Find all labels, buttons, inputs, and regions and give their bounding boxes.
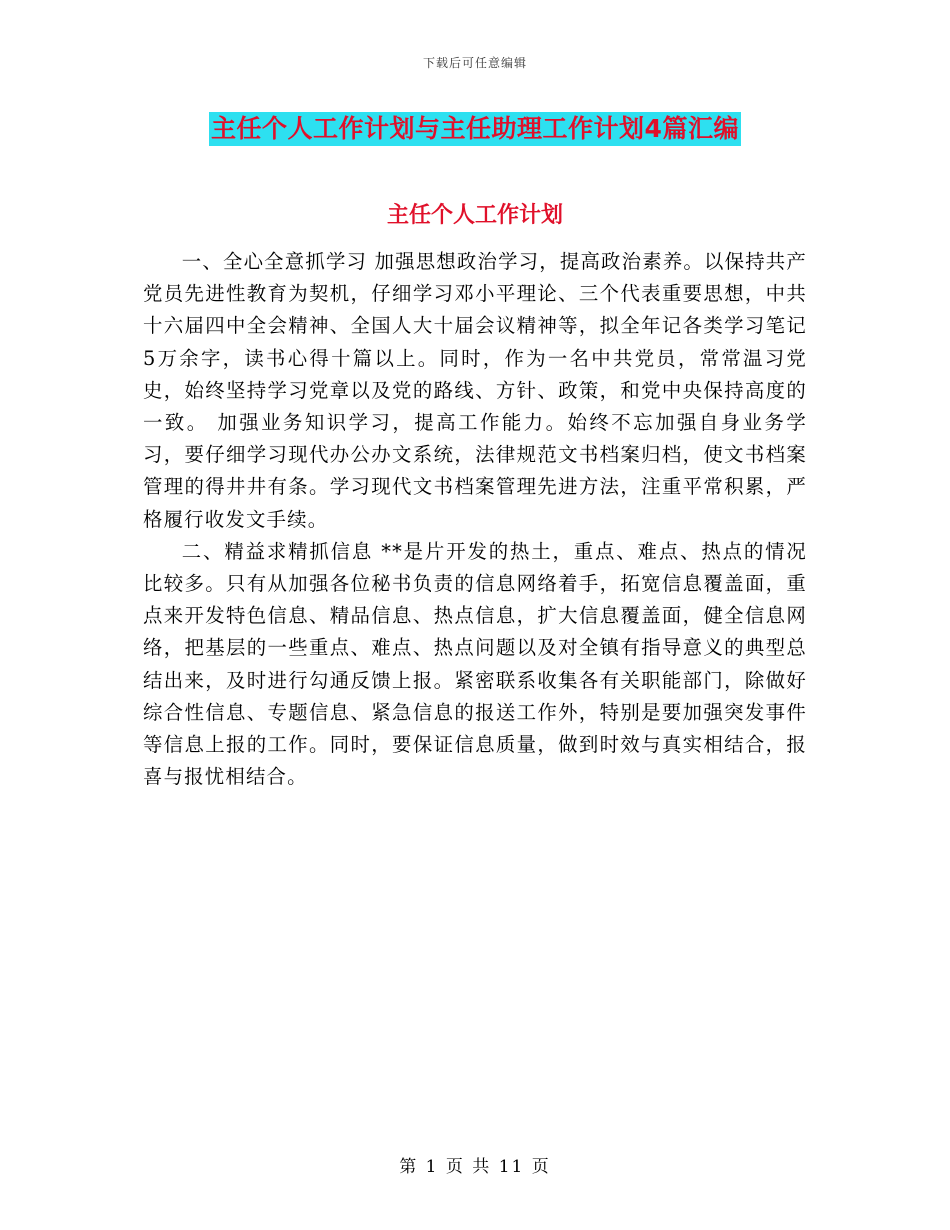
document-title: 主任个人工作计划与主任助理工作计划4篇汇编 xyxy=(209,112,741,146)
section-title: 主任个人工作计划 xyxy=(386,203,563,228)
header-note: 下载后可任意编辑 xyxy=(422,56,527,70)
document-body xyxy=(143,246,807,793)
page-number: 第 1 页 共 11 页 xyxy=(399,1157,551,1177)
document-title-container xyxy=(0,112,950,146)
paragraph: 一、全心全意抓学习 加强思想政治学习，提高政治素养。以保持共产党员先进性教育为契机，仔细学习邓小平理论、三个代表重要思想，中共十六届四中全会精神、全国人大十届会议精神等，拟全年记各类学习笔记5万余字，读书心得十篇以上。同时，作为一名中共党员，常常温习党史，始终坚持学习党章以及党的路线、方针、政策，和党中央保持高度的一致。 加强业务知识学习，提高工作能力。始终不忘加强自身业务学习，要仔细学习现代办公办文系统，法律规范文书档案归档，使文书档案管理的得井井有条。学习现代文书档案管理先进方法，注重平常积累，严格履行收发文手续。 xyxy=(143,250,807,531)
paragraph: 二、精益求精抓信息 **是片开发的热土，重点、难点、热点的情况比较多。只有从加强各位秘书负责的信息网络着手，拓宽信息覆盖面，重点来开发特色信息、精品信息、热点信息，扩大信息覆盖面，健全信息网络，把基层的一些重点、难点、热点问题以及对全镇有指导意义的典型总结出来，及时进行勾通反馈上报。紧密联系收集各有关职能部门，除做好综合性信息、专题信息、紧急信息的报送工作外，特别是要加强突发事件等信息上报的工作。同时，要保证信息质量，做到时效与真实相结合，报喜与报忧相结合。 xyxy=(143,539,807,789)
